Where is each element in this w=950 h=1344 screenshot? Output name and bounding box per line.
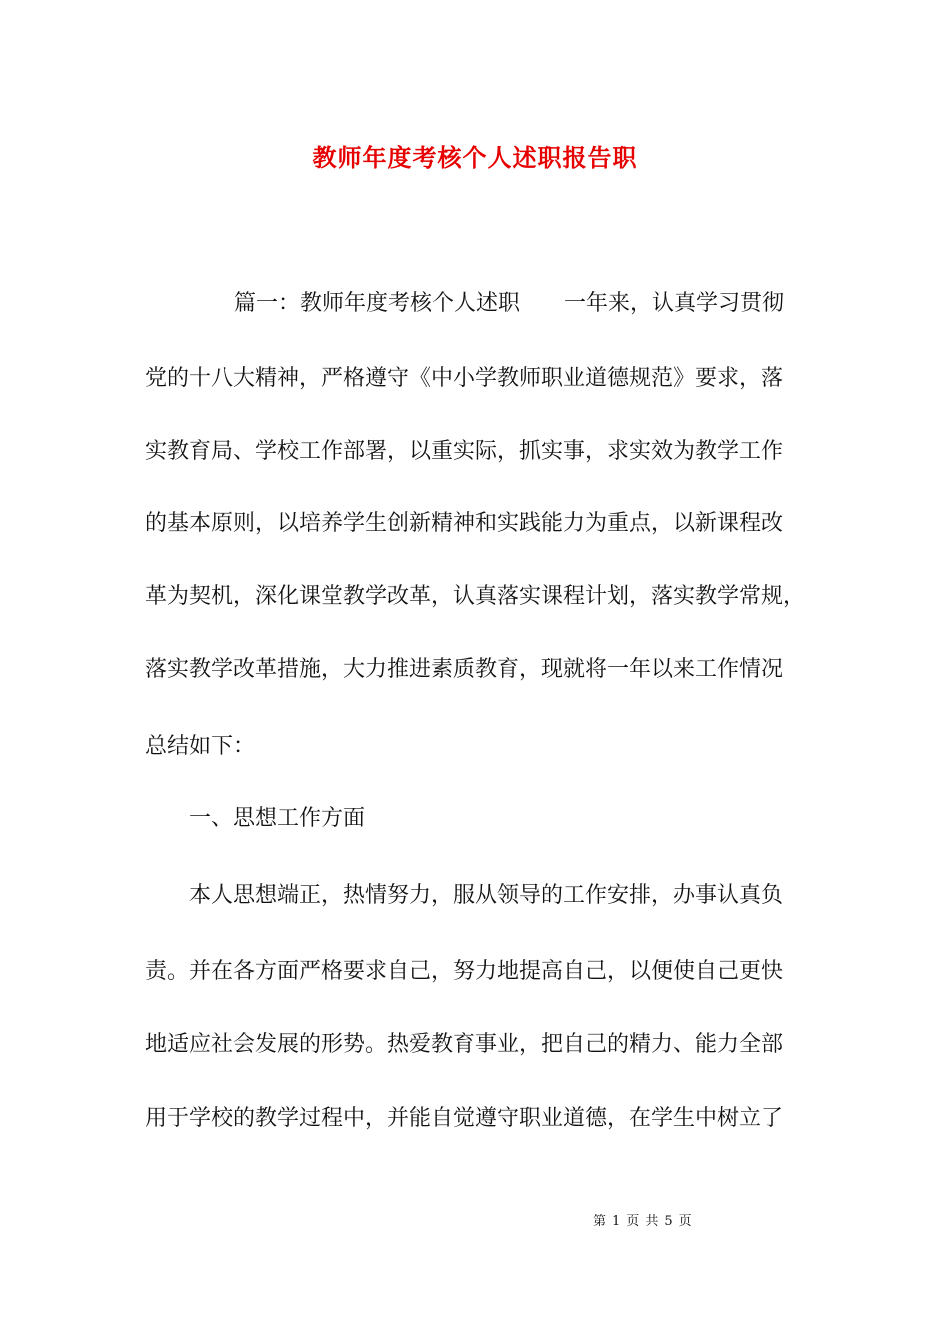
- paragraph-line-3: 实教育局、学校工作部署，以重实际，抓实事，求实效为教学工作: [145, 439, 784, 464]
- paragraph-line-10: 责。并在各方面严格要求自己，努力地提高自己，以便使自己更快: [145, 959, 784, 984]
- footer-suffix: 页: [678, 1214, 692, 1229]
- footer-total-label: 共: [645, 1214, 659, 1229]
- footer-page-label: 页: [626, 1214, 640, 1229]
- footer-total-pages: 5: [664, 1214, 673, 1229]
- paragraph-line-5: 革为契机，深化课堂教学改革，认真落实课程计划，落实教学常规，: [145, 584, 806, 609]
- paragraph-line-4: 的基本原则，以培养学生创新精神和实践能力为重点，以新课程改: [145, 511, 784, 536]
- paragraph-line-2: 党的十八大精神，严格遵守《中小学教师职业道德规范》要求，落: [145, 366, 784, 391]
- paragraph-line-9: 本人思想端正，热情努力，服从领导的工作安排，办事认真负: [189, 883, 784, 908]
- paragraph-line-11: 地适应社会发展的形势。热爱教育事业，把自己的精力、能力全部: [145, 1032, 784, 1057]
- footer-page-number: 1: [612, 1214, 621, 1229]
- paragraph-line-7: 总结如下：: [145, 734, 256, 759]
- document-title: 教师年度考核个人述职报告职: [312, 143, 638, 172]
- paragraph-line-1: 篇一：教师年度考核个人述职 一年来，认真学习贯彻: [234, 291, 785, 316]
- footer-prefix: 第: [593, 1214, 607, 1229]
- section-heading: 一、思想工作方面: [189, 806, 366, 831]
- paragraph-line-6: 落实教学改革措施，大力推进素质教育，现就将一年以来工作情况: [145, 657, 784, 682]
- paragraph-line-12: 用于学校的教学过程中，并能自觉遵守职业道德，在学生中树立了: [145, 1106, 784, 1131]
- page-footer: [593, 1210, 698, 1229]
